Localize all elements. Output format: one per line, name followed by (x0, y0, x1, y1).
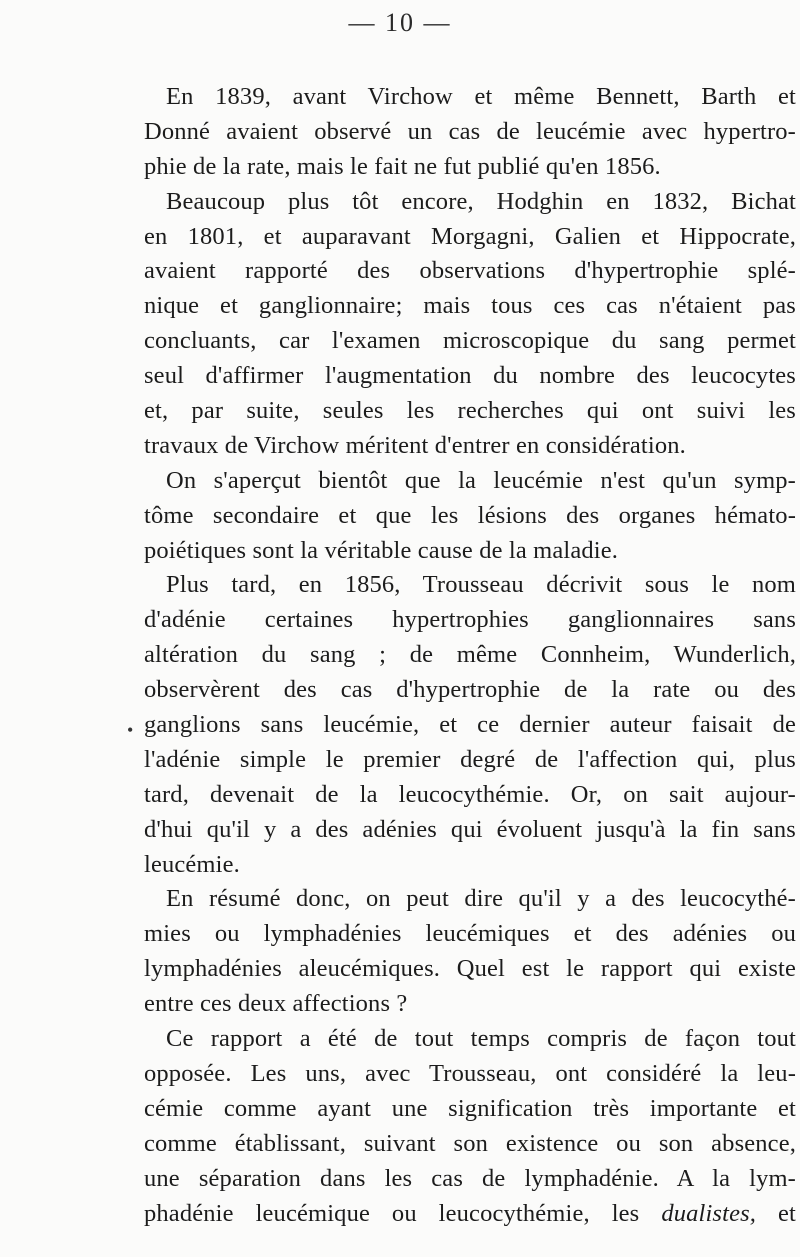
text-line: en 1801, et auparavant Morgagni, Galien et Hippocrate, (144, 222, 796, 250)
italic-term: dualistes, (661, 1199, 757, 1227)
text-line: mies ou lymphadénies leucémiques et des adénies ou (144, 920, 796, 948)
text-line: lymphadénies aleucémiques. Quel est le rapport qui existe (144, 955, 796, 983)
text-line-final (144, 1197, 796, 1232)
text-line: ganglions sans leucémie, et ce dernier auteur faisait de (144, 711, 796, 739)
text-line: Plus tard, en 1856, Trousseau décrivit sous le nom (166, 571, 796, 599)
final-line-end: et (756, 1199, 796, 1227)
text-line: cémie comme ayant une signification très importante et (144, 1094, 796, 1122)
text-line: altération du sang ; de même Connheim, Wunderlich, (144, 641, 796, 669)
text-line: En 1839, avant Virchow et même Bennett, Barth et (166, 83, 796, 110)
text-line: leucémie. (144, 850, 240, 878)
text-line: En résumé donc, on peut dire qu'il y a des leucocythé- (166, 885, 796, 913)
text-line: observèrent des cas d'hypertrophie de la rate ou des (144, 676, 796, 704)
text-line: avaient rapporté des observations d'hypertrophie splé- (144, 257, 796, 285)
print-speck-mark: • (127, 720, 134, 740)
text-line: travaux de Virchow méritent d'entrer en considération. (144, 431, 686, 459)
text-line: Donné avaient observé un cas de leucémie avec hypertro- (144, 117, 796, 145)
text-line: seul d'affirmer l'augmentation du nombre des leucocytes (144, 362, 796, 390)
text-line: une séparation dans les cas de lymphadénie. A la lym- (144, 1164, 796, 1192)
text-line: entre ces deux affections ? (144, 990, 408, 1018)
text-line: tôme secondaire et que les lésions des organes hémato- (144, 501, 796, 529)
text-line: tard, devenait de la leucocythémie. Or, on sait aujour- (144, 780, 796, 808)
text-line: Beaucoup plus tôt encore, Hodghin en 1832, Bichat (166, 187, 796, 215)
text-line: comme établissant, suivant son existence ou son absence, (144, 1129, 796, 1157)
final-line-start: phadénie leucémique ou leucocythémie, les (144, 1199, 662, 1227)
body-text (144, 80, 796, 1231)
text-line: On s'aperçut bientôt que la leucémie n'est qu'un symp- (166, 466, 796, 494)
text-line: phie de la rate, mais le fait ne fut publié qu'en 1856. (144, 152, 661, 180)
text-line: l'adénie simple le premier degré de l'affection qui, plus (144, 745, 796, 773)
text-line: poiétiques sont la véritable cause de la maladie. (144, 536, 619, 564)
text-line: d'adénie certaines hypertrophies ganglionnaires sans (144, 606, 796, 634)
page-number: — 10 — (348, 8, 452, 37)
text-line: d'hui qu'il y a des adénies qui évoluent jusqu'à la fin sans (144, 815, 796, 843)
text-line: opposée. Les uns, avec Trousseau, ont considéré la leu- (144, 1059, 796, 1087)
text-line: et, par suite, seules les recherches qui ont suivi les (144, 397, 796, 425)
text-line: concluants, car l'examen microscopique du sang permet (144, 327, 796, 355)
text-line: Ce rapport a été de tout temps compris de façon tout (166, 1025, 796, 1053)
text-line: nique et ganglionnaire; mais tous ces cas n'étaient pas (144, 292, 796, 320)
